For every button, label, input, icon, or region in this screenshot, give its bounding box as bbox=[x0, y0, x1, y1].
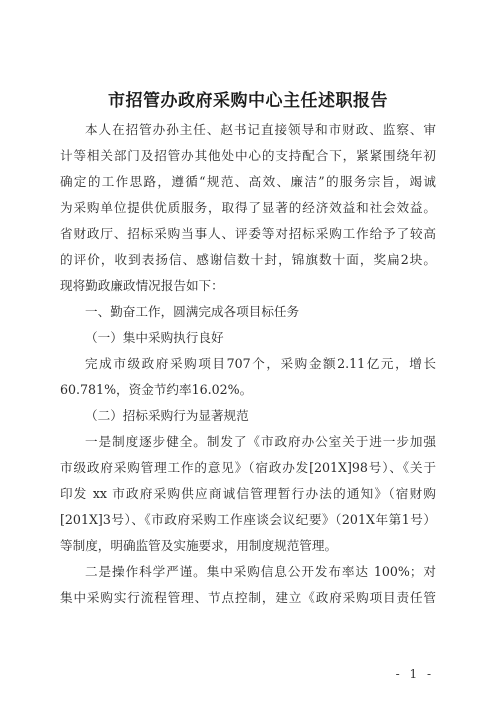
section-heading: 一、勤奋工作，圆满完成各项目标任务 bbox=[85, 304, 300, 319]
document-body bbox=[60, 117, 436, 611]
paragraph-line: 60.781%，资金节约率16.02%。 bbox=[60, 382, 253, 397]
paragraph-line: 为采购单位提供优质服务，取得了显著的经济效益和社会效益。 bbox=[60, 200, 436, 215]
paragraph-line: 集中采购实行流程管理、节点控制，建立《政府采购项目责任管 bbox=[60, 590, 436, 605]
paragraph-line: 现将勤政廉政情况报告如下： bbox=[60, 278, 224, 293]
page-number: - 1 - bbox=[395, 667, 434, 681]
paragraph-line: 一是制度逐步健全。制发了《市政府办公室关于进一步加强 bbox=[85, 434, 436, 449]
subsection-heading: （二）招标采购行为显著规范 bbox=[85, 408, 249, 423]
paragraph-line: [201X]3号）、《市政府采购工作座谈会议纪要》（201X年第1号） bbox=[60, 512, 436, 527]
subsection-heading: （一）集中采购执行良好 bbox=[85, 330, 224, 345]
paragraph-line: 等制度，明确监管及实施要求，用制度规范管理。 bbox=[60, 538, 338, 553]
paragraph-line: 二是操作科学严谨。集中采购信息公开发布率达 100%；对 bbox=[85, 564, 436, 579]
paragraph-line: 确定的工作思路，遵循“规范、高效、廉洁”的服务宗旨，竭诚 bbox=[60, 174, 436, 189]
paragraph-line: 计等相关部门及招管办其他处中心的支持配合下，紧紧围绕年初 bbox=[60, 148, 436, 163]
paragraph-line: 完成市级政府采购项目707个，采购金额2.11亿元，增长 bbox=[85, 356, 436, 371]
paragraph-line: 印发 xx 市政府采购供应商诚信管理暂行办法的通知》（宿财购 bbox=[60, 486, 436, 501]
document-title: 市招管办政府采购中心主任述职报告 bbox=[108, 91, 388, 111]
paragraph-line: 省财政厅、招标采购当事人、评委等对招标采购工作给予了较高 bbox=[60, 226, 436, 241]
paragraph-line: 本人在招管办孙主任、赵书记直接领导和市财政、监察、审 bbox=[85, 122, 436, 137]
paragraph-line: 的评价，收到表扬信、感谢信数十封，锦旗数十面，奖扁2块。 bbox=[60, 252, 436, 267]
paragraph-line: 市级政府采购管理工作的意见》（宿政办发[201X]98号）、《关于 bbox=[60, 460, 436, 475]
